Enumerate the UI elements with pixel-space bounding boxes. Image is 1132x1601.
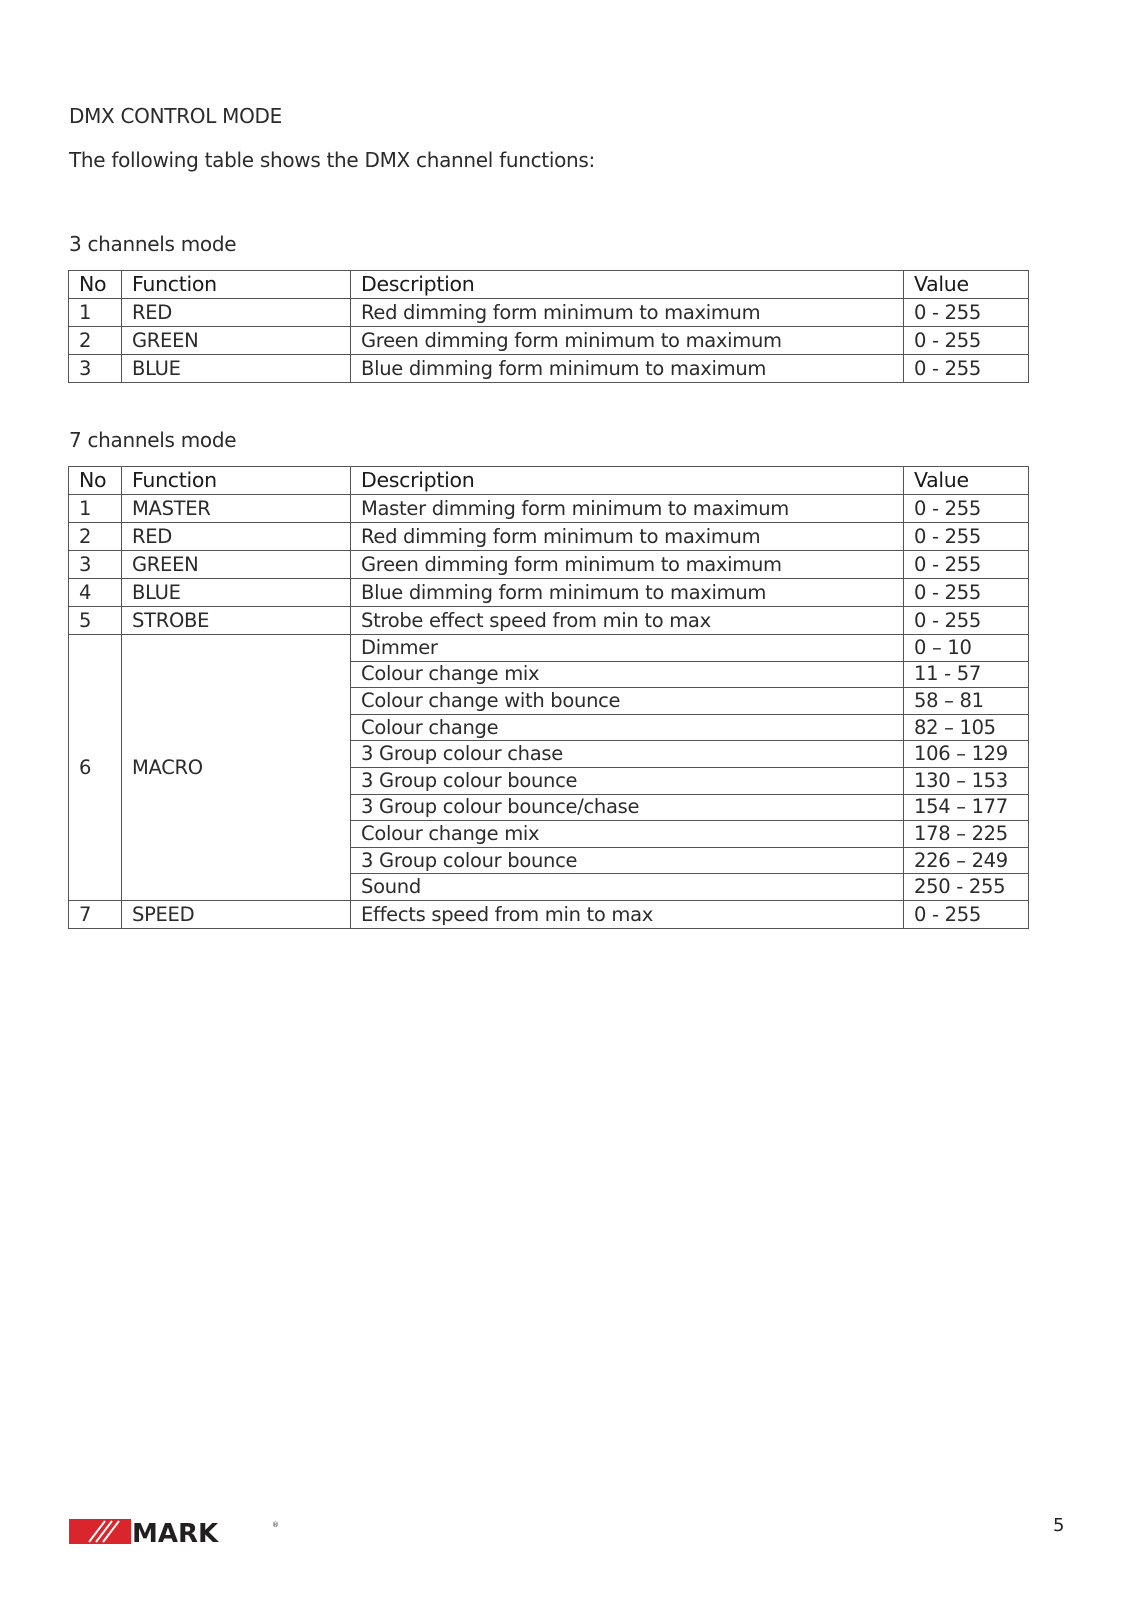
cell-function: STROBE	[122, 607, 351, 635]
cell-description: 3 Group colour bounce	[351, 847, 904, 874]
section-title-7ch: 7 channels mode	[69, 428, 237, 452]
cell-value: 178 – 225	[904, 821, 1029, 848]
table-row	[69, 355, 1029, 383]
dmx-table-3-channels	[68, 270, 1029, 383]
table-row	[69, 900, 1029, 928]
cell-description: 3 Group colour chase	[351, 741, 904, 768]
table-row	[69, 579, 1029, 607]
cell-value: 0 - 255	[904, 523, 1029, 551]
header-value: Value	[904, 271, 1029, 299]
logo-wordmark: MARK	[132, 1519, 219, 1546]
page-number: 5	[1053, 1515, 1065, 1536]
cell-value: 0 - 255	[904, 551, 1029, 579]
cell-no: 1	[69, 299, 122, 327]
cell-description: Sound	[351, 874, 904, 901]
cell-description: Effects speed from min to max	[351, 900, 904, 928]
cell-function: MACRO	[122, 635, 351, 901]
cell-description: Blue dimming form minimum to maximum	[351, 579, 904, 607]
logo-red-block	[69, 1519, 131, 1544]
cell-value: 226 – 249	[904, 847, 1029, 874]
registered-mark: ®	[272, 1521, 279, 1529]
mark-logo-graphic	[69, 1517, 281, 1546]
cell-value: 0 - 255	[904, 327, 1029, 355]
cell-no: 2	[69, 523, 122, 551]
header-description: Description	[351, 271, 904, 299]
cell-function: BLUE	[122, 579, 351, 607]
cell-value: 0 - 255	[904, 607, 1029, 635]
cell-description: Strobe effect speed from min to max	[351, 607, 904, 635]
cell-description: Green dimming form minimum to maximum	[351, 327, 904, 355]
cell-value: 0 - 255	[904, 579, 1029, 607]
cell-no: 2	[69, 327, 122, 355]
cell-value: 154 – 177	[904, 794, 1029, 821]
cell-no: 4	[69, 579, 122, 607]
cell-function: SPEED	[122, 900, 351, 928]
cell-value: 82 – 105	[904, 714, 1029, 741]
mark-logo	[69, 1517, 281, 1546]
table-row	[69, 495, 1029, 523]
cell-function: GREEN	[122, 551, 351, 579]
table-row	[69, 523, 1029, 551]
intro-text: The following table shows the DMX channel functions:	[69, 148, 595, 172]
cell-no: 5	[69, 607, 122, 635]
table-row	[69, 607, 1029, 635]
cell-value: 0 - 255	[904, 299, 1029, 327]
cell-description: Colour change mix	[351, 661, 904, 688]
cell-description: 3 Group colour bounce	[351, 767, 904, 794]
cell-no: 3	[69, 551, 122, 579]
header-no: No	[69, 271, 122, 299]
cell-description: Blue dimming form minimum to maximum	[351, 355, 904, 383]
table-header-row	[69, 467, 1029, 495]
cell-no: 6	[69, 635, 122, 901]
table-header-row	[69, 271, 1029, 299]
cell-value: 130 – 153	[904, 767, 1029, 794]
table-row-macro	[69, 635, 1029, 662]
header-function: Function	[122, 467, 351, 495]
cell-description: Colour change mix	[351, 821, 904, 848]
table-row	[69, 327, 1029, 355]
cell-function: BLUE	[122, 355, 351, 383]
cell-function: RED	[122, 299, 351, 327]
cell-description: Red dimming form minimum to maximum	[351, 299, 904, 327]
page-heading: DMX CONTROL MODE	[69, 104, 282, 128]
table-row	[69, 299, 1029, 327]
header-description: Description	[351, 467, 904, 495]
cell-value: 0 - 255	[904, 495, 1029, 523]
section-title-3ch: 3 channels mode	[69, 232, 237, 256]
table-row	[69, 551, 1029, 579]
cell-function: MASTER	[122, 495, 351, 523]
cell-description: Colour change	[351, 714, 904, 741]
cell-description: Master dimming form minimum to maximum	[351, 495, 904, 523]
cell-description: Dimmer	[351, 635, 904, 662]
header-function: Function	[122, 271, 351, 299]
cell-no: 1	[69, 495, 122, 523]
cell-description: Red dimming form minimum to maximum	[351, 523, 904, 551]
cell-no: 7	[69, 900, 122, 928]
cell-value: 58 – 81	[904, 688, 1029, 715]
header-value: Value	[904, 467, 1029, 495]
cell-value: 106 – 129	[904, 741, 1029, 768]
cell-description: 3 Group colour bounce/chase	[351, 794, 904, 821]
cell-no: 3	[69, 355, 122, 383]
header-no: No	[69, 467, 122, 495]
cell-value: 11 - 57	[904, 661, 1029, 688]
cell-description: Green dimming form minimum to maximum	[351, 551, 904, 579]
cell-value: 0 - 255	[904, 900, 1029, 928]
cell-function: GREEN	[122, 327, 351, 355]
cell-function: RED	[122, 523, 351, 551]
cell-value: 0 - 255	[904, 355, 1029, 383]
dmx-table-7-channels	[68, 466, 1029, 929]
cell-value: 250 - 255	[904, 874, 1029, 901]
cell-value: 0 – 10	[904, 635, 1029, 662]
cell-description: Colour change with bounce	[351, 688, 904, 715]
